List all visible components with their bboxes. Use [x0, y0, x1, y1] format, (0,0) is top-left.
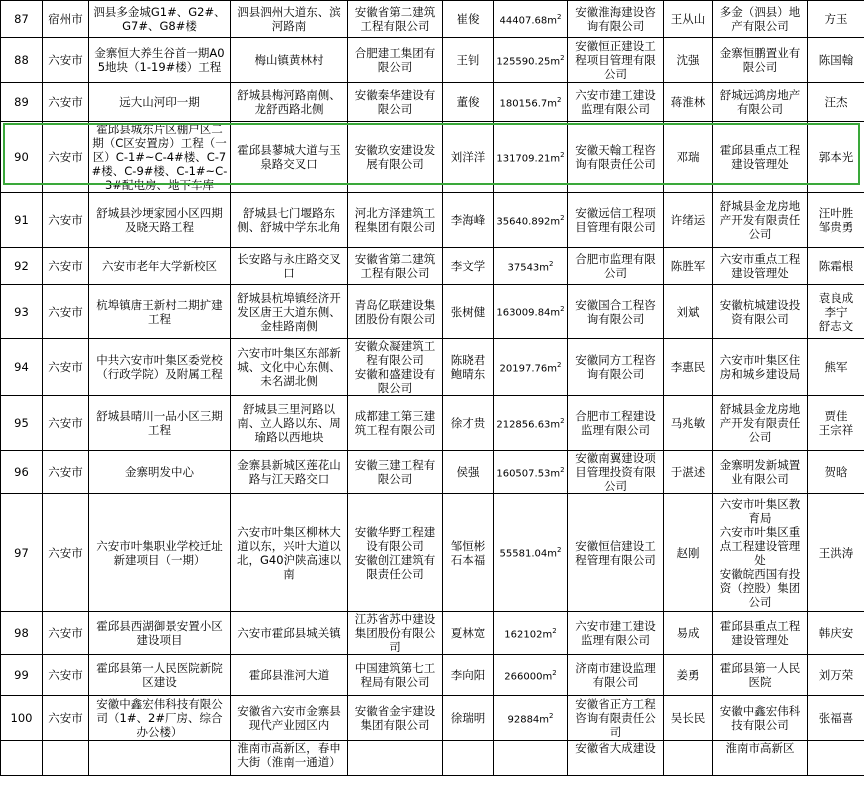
- row-number: 94: [1, 339, 43, 396]
- area-cell: $125590.25m^2$: [494, 38, 568, 83]
- contractor-cell: 青岛亿联建设集团股份有限公司: [348, 285, 443, 339]
- project-name-cell: 霍邱县城东片区棚户区二期（C区安置房）工程（一区）C-1#~C-4#楼、C-7#楼、C-9#楼、C-1#~C-3#配电房、地下车库: [89, 122, 231, 193]
- table-row: [1, 193, 864, 248]
- project-name-cell: 霍邱县第一人民医院新院区建设: [89, 655, 231, 696]
- area-cell: $35640.892m^2$: [494, 193, 568, 248]
- owner-cell: 六安市叶集区教育局 六安市叶集区重点工程建设管理处 安徽皖西国有投资（控股）集团公司: [713, 494, 808, 612]
- city-cell: 六安市: [43, 494, 89, 612]
- table-row: [1, 741, 864, 776]
- owner-cell: 淮南市高新区: [713, 741, 808, 776]
- area-cell: $180156.7m^2$: [494, 83, 568, 122]
- city-cell: 六安市: [43, 339, 89, 396]
- chief-engineer-cell: 于湛述: [664, 451, 713, 494]
- contractor-cell: 安徽省第二建筑工程有限公司: [348, 248, 443, 285]
- contractor-cell: 安徽众凝建筑工程有限公司 安徽和盛建设有限公司: [348, 339, 443, 396]
- owner-cell: 多金（泗县）地产有限公司: [713, 1, 808, 38]
- supervisor-cell: 合肥市监理有限公司: [568, 248, 664, 285]
- area-unit-superscript: 2: [557, 546, 562, 555]
- chief-engineer-cell: 吴长民: [664, 696, 713, 741]
- project-manager-cell: 徐才贵: [443, 396, 494, 451]
- contractor-cell: 安徽秦华建设有限公司: [348, 83, 443, 122]
- location-cell: 霍邱县蓼城大道与玉泉路交叉口: [231, 122, 348, 193]
- contractor-cell: 江苏省苏中建设集团股份有限公司: [348, 612, 443, 655]
- contractor-cell: 安徽省第二建筑工程有限公司: [348, 1, 443, 38]
- supervisor-cell: 济南市建设监理有限公司: [568, 655, 664, 696]
- city-cell: 六安市: [43, 612, 89, 655]
- area-unit-superscript: 2: [560, 213, 565, 222]
- city-cell: 六安市: [43, 396, 89, 451]
- area-unit-superscript: 2: [549, 259, 554, 268]
- area-unit-superscript: 2: [552, 668, 557, 677]
- project-manager-cell: 王钊: [443, 38, 494, 83]
- owner-rep-cell: 郭本光: [808, 122, 864, 193]
- owner-rep-cell: 汪杰: [808, 83, 864, 122]
- contractor-cell: 安徽三建工程有限公司: [348, 451, 443, 494]
- location-cell: 梅山镇黄林村: [231, 38, 348, 83]
- owner-rep-cell: 韩庆安: [808, 612, 864, 655]
- row-number: 100: [1, 696, 43, 741]
- supervisor-cell: 安徽国合工程咨询有限公司: [568, 285, 664, 339]
- area-unit-superscript: 2: [560, 416, 565, 425]
- supervisor-cell: 安徽省大成建设: [568, 741, 664, 776]
- supervisor-cell: 安徽恒信建设工程管理有限公司: [568, 494, 664, 612]
- area-unit-superscript: 2: [557, 95, 562, 104]
- table-row: [1, 612, 864, 655]
- project-name-cell: 金寨恒大养生谷首一期A05地块（1-19#楼）工程: [89, 38, 231, 83]
- owner-rep-cell: [808, 741, 864, 776]
- owner-rep-cell: 王洪涛: [808, 494, 864, 612]
- project-manager-cell: 张树健: [443, 285, 494, 339]
- area-cell: $55581.04m^2$: [494, 494, 568, 612]
- location-cell: 舒城县七门堰路东侧、舒城中学东北角: [231, 193, 348, 248]
- project-manager-cell: 陈晓君 鲍晴东: [443, 339, 494, 396]
- table-row: [1, 38, 864, 83]
- supervisor-cell: 安徽淮海建设咨询有限公司: [568, 1, 664, 38]
- row-number: 97: [1, 494, 43, 612]
- supervisor-cell: 安徽恒正建设工程项目管理有限公司: [568, 38, 664, 83]
- project-manager-cell: 夏林宽: [443, 612, 494, 655]
- chief-engineer-cell: 马兆敏: [664, 396, 713, 451]
- supervisor-cell: 合肥市工程建设监理有限公司: [568, 396, 664, 451]
- row-number: 96: [1, 451, 43, 494]
- table-row: [1, 83, 864, 122]
- project-manager-cell: 刘洋洋: [443, 122, 494, 193]
- owner-rep-cell: 陈国翰: [808, 38, 864, 83]
- table-row: [1, 655, 864, 696]
- city-cell: 六安市: [43, 38, 89, 83]
- chief-engineer-cell: 王从山: [664, 1, 713, 38]
- chief-engineer-cell: 李惠民: [664, 339, 713, 396]
- area-unit-superscript: 2: [557, 12, 562, 21]
- chief-engineer-cell: 许绪运: [664, 193, 713, 248]
- table-row: [1, 248, 864, 285]
- row-number: 99: [1, 655, 43, 696]
- chief-engineer-cell: 易成: [664, 612, 713, 655]
- chief-engineer-cell: [664, 741, 713, 776]
- owner-cell: 六安市叶集区住房和城乡建设局: [713, 339, 808, 396]
- project-manager-cell: 徐瑞明: [443, 696, 494, 741]
- supervisor-cell: 安徽同方工程咨询有限公司: [568, 339, 664, 396]
- chief-engineer-cell: 姜勇: [664, 655, 713, 696]
- location-cell: 六安市霍邱县城关镇: [231, 612, 348, 655]
- owner-cell: 六安市重点工程建设管理处: [713, 248, 808, 285]
- row-number: 90: [1, 122, 43, 193]
- table-row: [1, 396, 864, 451]
- area-unit-superscript: 2: [549, 711, 554, 720]
- table-row: [1, 339, 864, 396]
- contractor-cell: 安徽华野工程建设有限公司 安徽创江建筑有限责任公司: [348, 494, 443, 612]
- row-number: [1, 741, 43, 776]
- owner-cell: 舒城县金龙房地产开发有限责任公司: [713, 396, 808, 451]
- area-cell: $162102m^2$: [494, 612, 568, 655]
- city-cell: 六安市: [43, 83, 89, 122]
- location-cell: 舒城县杭埠镇经济开发区唐王大道东侧、金桂路南侧: [231, 285, 348, 339]
- table-row: [1, 285, 864, 339]
- area-cell: $163009.84m^2$: [494, 285, 568, 339]
- project-name-cell: [89, 741, 231, 776]
- contractor-cell: 中国建筑第七工程局有限公司: [348, 655, 443, 696]
- location-cell: 舒城县三里河路以南、立人路以东、周瑜路以西地块: [231, 396, 348, 451]
- table-row: [1, 1, 864, 38]
- owner-cell: 金寨恒鹏置业有限公司: [713, 38, 808, 83]
- location-cell: 泗县泗州大道东、滨河路南: [231, 1, 348, 38]
- owner-cell: 金寨明发新城置业有限公司: [713, 451, 808, 494]
- owner-rep-cell: 袁良成 李宁 舒志文: [808, 285, 864, 339]
- row-number: 95: [1, 396, 43, 451]
- location-cell: 六安市叶集区东部新城、文化中心东侧、未名湖北侧: [231, 339, 348, 396]
- contractor-cell: [348, 741, 443, 776]
- project-manager-cell: 崔俊: [443, 1, 494, 38]
- project-manager-cell: 李海峰: [443, 193, 494, 248]
- supervisor-cell: 安徽天翰工程咨询有限责任公司: [568, 122, 664, 193]
- chief-engineer-cell: 陈胜军: [664, 248, 713, 285]
- supervisor-cell: 六安市建工建设监理有限公司: [568, 83, 664, 122]
- area-unit-superscript: 2: [557, 360, 562, 369]
- table-row: [1, 696, 864, 741]
- city-cell: 六安市: [43, 696, 89, 741]
- owner-cell: 舒城县金龙房地产开发有限责任公司: [713, 193, 808, 248]
- area-cell: $212856.63m^2$: [494, 396, 568, 451]
- project-manager-cell: 侯强: [443, 451, 494, 494]
- city-cell: 六安市: [43, 248, 89, 285]
- area-cell: $131709.21m^2$: [494, 122, 568, 193]
- city-cell: 六安市: [43, 655, 89, 696]
- contractor-cell: 合肥建工集团有限公司: [348, 38, 443, 83]
- area-cell: $20197.76m^2$: [494, 339, 568, 396]
- supervisor-cell: 六安市建工建设监理有限公司: [568, 612, 664, 655]
- chief-engineer-cell: 赵刚: [664, 494, 713, 612]
- row-number: 89: [1, 83, 43, 122]
- table-row: [1, 451, 864, 494]
- area-cell: $37543m^2$: [494, 248, 568, 285]
- project-name-cell: 六安市叶集职业学校迁址新建项目（一期）: [89, 494, 231, 612]
- owner-cell: 霍邱县重点工程建设管理处: [713, 122, 808, 193]
- area-unit-superscript: 2: [560, 53, 565, 62]
- contractor-cell: 河北方泽建筑工程集团有限公司: [348, 193, 443, 248]
- project-name-cell: 杭埠镇唐王新村二期扩建工程: [89, 285, 231, 339]
- contractor-cell: 安徽省金宇建设集团有限公司: [348, 696, 443, 741]
- owner-cell: 霍邱县第一人民医院: [713, 655, 808, 696]
- row-number: 92: [1, 248, 43, 285]
- area-unit-superscript: 2: [552, 626, 557, 635]
- project-manager-cell: [443, 741, 494, 776]
- project-manager-cell: 董俊: [443, 83, 494, 122]
- contractor-cell: 成都建工第三建筑工程有限公司: [348, 396, 443, 451]
- row-number: 93: [1, 285, 43, 339]
- area-cell: $92884m^2$: [494, 696, 568, 741]
- owner-rep-cell: 贺晗: [808, 451, 864, 494]
- city-cell: 六安市: [43, 193, 89, 248]
- owner-rep-cell: 陈霜根: [808, 248, 864, 285]
- city-cell: 六安市: [43, 122, 89, 193]
- city-cell: [43, 741, 89, 776]
- area-cell: [494, 741, 568, 776]
- owner-rep-cell: 贾佳 王宗祥: [808, 396, 864, 451]
- owner-rep-cell: 张福喜: [808, 696, 864, 741]
- area-cell: $266000m^2$: [494, 655, 568, 696]
- project-name-cell: 安徽中鑫宏伟科技有限公司（1#、2#厂房、综合办公楼）: [89, 696, 231, 741]
- supervisor-cell: 安徽南翼建设项目管理投资有限公司: [568, 451, 664, 494]
- project-name-cell: 泗县多金城G1#、G2#、G7#、G8#楼: [89, 1, 231, 38]
- owner-rep-cell: 熊军: [808, 339, 864, 396]
- row-number: 91: [1, 193, 43, 248]
- project-manager-cell: 李文学: [443, 248, 494, 285]
- owner-cell: 安徽杭城建设投资有限公司: [713, 285, 808, 339]
- area-unit-superscript: 2: [560, 150, 565, 159]
- owner-rep-cell: 方玉: [808, 1, 864, 38]
- owner-rep-cell: 刘万荣: [808, 655, 864, 696]
- project-name-cell: 六安市老年大学新校区: [89, 248, 231, 285]
- project-manager-cell: 李向阳: [443, 655, 494, 696]
- location-cell: 六安市叶集区柳林大道以东，兴叶大道以北，G40沪陕高速以南: [231, 494, 348, 612]
- project-name-cell: 舒城县沙埂家园小区四期及晓天路工程: [89, 193, 231, 248]
- city-cell: 六安市: [43, 451, 89, 494]
- table-body: [1, 1, 864, 776]
- chief-engineer-cell: 蒋淮林: [664, 83, 713, 122]
- project-manager-cell: 邹恒彬 石本福: [443, 494, 494, 612]
- project-name-cell: 舒城县晴川一品小区三期工程: [89, 396, 231, 451]
- contractor-cell: 安徽玖安建设发展有限公司: [348, 122, 443, 193]
- owner-cell: 舒城远鸿房地产有限公司: [713, 83, 808, 122]
- location-cell: 霍邱县淮河大道: [231, 655, 348, 696]
- supervisor-cell: 安徽远信工程项目管理有限公司: [568, 193, 664, 248]
- table-row: [1, 122, 864, 193]
- row-number: 88: [1, 38, 43, 83]
- table-row: [1, 494, 864, 612]
- city-cell: 六安市: [43, 285, 89, 339]
- project-name-cell: 中共六安市叶集区委党校（行政学院）及附属工程: [89, 339, 231, 396]
- row-number: 98: [1, 612, 43, 655]
- location-cell: 安徽省六安市金寨县现代产业园区内: [231, 696, 348, 741]
- area-unit-superscript: 2: [560, 465, 565, 474]
- city-cell: 宿州市: [43, 1, 89, 38]
- area-unit-superscript: 2: [560, 305, 565, 314]
- chief-engineer-cell: 邓瑞: [664, 122, 713, 193]
- location-cell: 长安路与永庄路交叉口: [231, 248, 348, 285]
- chief-engineer-cell: 沈强: [664, 38, 713, 83]
- project-name-cell: 金寨明发中心: [89, 451, 231, 494]
- row-number: 87: [1, 1, 43, 38]
- chief-engineer-cell: 刘斌: [664, 285, 713, 339]
- area-cell: $44407.68m^2$: [494, 1, 568, 38]
- location-cell: 舒城县梅河路南侧、龙舒西路北侧: [231, 83, 348, 122]
- owner-rep-cell: 汪叶胜 邹贵勇: [808, 193, 864, 248]
- owner-cell: 安徽中鑫宏伟科技有限公司: [713, 696, 808, 741]
- location-cell: 金寨县新城区莲花山路与江天路交口: [231, 451, 348, 494]
- location-cell: 淮南市高新区，春申大街（淮南一通道）: [231, 741, 348, 776]
- project-name-cell: 远大山河印一期: [89, 83, 231, 122]
- owner-cell: 霍邱县重点工程建设管理处: [713, 612, 808, 655]
- area-cell: $160507.53m^2$: [494, 451, 568, 494]
- project-name-cell: 霍邱县西湖御景安置小区建设项目: [89, 612, 231, 655]
- supervisor-cell: 安徽省正方工程咨询有限责任公司: [568, 696, 664, 741]
